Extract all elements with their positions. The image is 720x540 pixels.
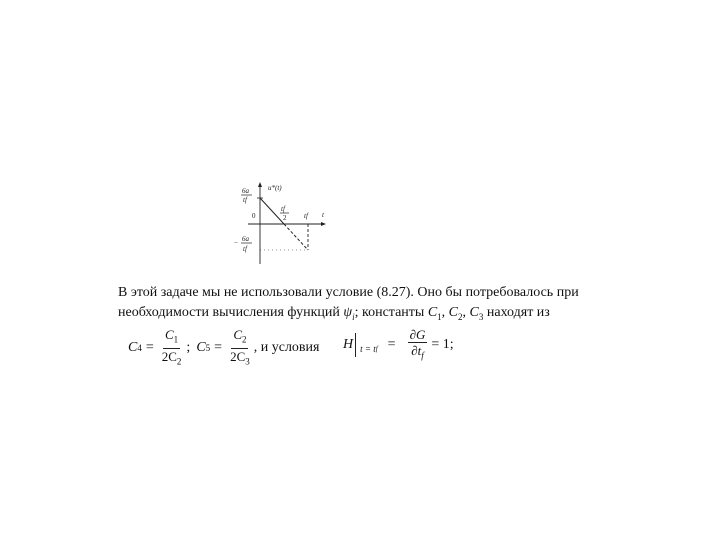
c5-symbol: C [196, 340, 206, 356]
control-graph [228, 180, 336, 268]
line2-mid: ; константы [354, 305, 425, 320]
c4-equals: = [145, 340, 154, 356]
c5-equals: = [214, 340, 223, 356]
c4-num: C [165, 327, 174, 342]
h-equals: = [387, 337, 396, 353]
top-label-num: 6a [242, 187, 249, 195]
c3-symbol: C [469, 305, 479, 320]
c4-den: 2C [161, 348, 177, 364]
c4-den-sub: 2 [176, 356, 182, 367]
graph-svg [228, 180, 336, 268]
t-axis-arrow [321, 222, 326, 226]
c2-subscript: 2 [458, 311, 463, 322]
c2-symbol: C [448, 305, 459, 320]
separator: ; [186, 340, 191, 356]
c4-symbol: C [128, 340, 138, 356]
c5-den: 2C [230, 348, 246, 364]
text-block [118, 283, 608, 377]
h-cond-sub: f [375, 345, 378, 354]
half-den: 2 [283, 214, 287, 222]
c5-num-sub: 2 [241, 334, 247, 345]
origin-label: 0 [252, 212, 256, 220]
c4-subscript: 4 [137, 343, 142, 354]
neg-sign: − [234, 239, 238, 247]
dt-den: ∂t [411, 343, 422, 358]
psi-symbol: ψ [343, 305, 353, 320]
c5-fraction [228, 327, 252, 369]
h-symbol: H [343, 337, 354, 353]
psi-subscript: i [352, 311, 355, 322]
y-axis-arrow [258, 182, 262, 187]
c1-subscript: 1 [437, 311, 442, 322]
c4-fraction [160, 327, 184, 369]
fn-label: u*(t) [268, 184, 282, 192]
rhs-one: = 1; [431, 337, 454, 353]
line2-pre: необходимости вычисления функций [118, 305, 340, 320]
c3-subscript: 3 [478, 311, 484, 322]
control-line-dashed [284, 224, 308, 250]
half-num: tf [281, 205, 285, 213]
conditions-label: , и условия [253, 340, 320, 356]
dg-dt-fraction [408, 327, 428, 364]
neg-label-den: tf [243, 245, 247, 253]
dg-num: ∂G [409, 327, 426, 342]
tf-label: tf [304, 212, 308, 220]
c1-symbol: C [427, 305, 438, 320]
top-label-den: tf [243, 196, 247, 204]
c5-den-sub: 3 [245, 356, 250, 367]
constants-formula [128, 327, 319, 369]
formula-row [118, 327, 608, 377]
dt-den-sub: f [421, 350, 424, 361]
text-line-2: необходимости вычисления функций $\psi_i$; константы $C_1$, $C_2$, $C_3$ находят из [118, 305, 550, 322]
evaluation-bar [355, 333, 356, 357]
c4-num-sub: 1 [173, 334, 179, 345]
h-cond-text: t = t [360, 344, 376, 355]
t-axis-label: t [322, 211, 324, 219]
h-condition [358, 331, 378, 359]
text-line-1: В этой задаче мы не использовали условие (8.27). Оно бы потребовалось при [118, 285, 579, 300]
c5-num: C [233, 327, 242, 342]
line2-end: находят из [486, 305, 550, 320]
c5-subscript: 5 [205, 343, 211, 354]
neg-label-num: 6a [242, 235, 249, 243]
hamiltonian-condition [343, 327, 454, 364]
